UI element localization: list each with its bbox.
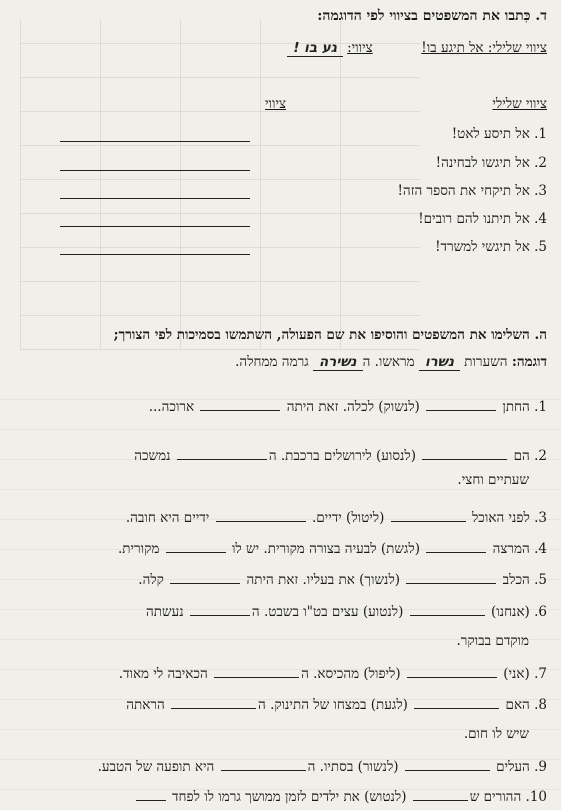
answer-line[interactable] (60, 198, 250, 199)
section-e-example (235, 354, 547, 371)
blank-field[interactable] (405, 758, 490, 771)
section-e-title: ה. השלימו את המשפטים והוסיפו את שם הפעולה, השתמשו בסמיכות לפי הצורך; (113, 327, 547, 343)
blank-field[interactable] (407, 665, 497, 678)
example-answer: נשרו (419, 354, 460, 371)
blank-field[interactable] (190, 603, 250, 616)
blank-field[interactable] (171, 696, 256, 709)
item-number: 2. (534, 448, 547, 464)
item-text: (לנסוע) לירושלים ברכבת. ה (268, 448, 417, 464)
example-answer: נשירה (313, 354, 363, 371)
item-continuation: שיש לו חום. (463, 726, 529, 742)
item-text: (ליטול) ידיים. (311, 510, 385, 526)
section-e-item (138, 571, 547, 588)
section-e-item (146, 603, 547, 620)
item-number: 7. (534, 666, 547, 682)
item-text: (לנשוך) את בעליו. זאת היתה (246, 572, 401, 588)
blank-field[interactable] (406, 571, 496, 584)
item-number: 8. (534, 697, 547, 713)
section-d-item: 2. אל תיגשו לבחינה! (435, 155, 547, 171)
blank-field[interactable] (410, 603, 485, 616)
blank-field[interactable] (426, 398, 496, 411)
section-e-item (126, 509, 547, 526)
item-text: המרצה (492, 541, 530, 557)
blank-field[interactable] (200, 398, 280, 411)
blank-field[interactable] (422, 447, 507, 460)
answer-line[interactable] (60, 170, 250, 171)
example-negative: ציווי שלילי: אל תיגע בו! (421, 40, 547, 56)
item-text: ההורים ש (469, 789, 522, 805)
item-text: לפני האוכל (471, 510, 530, 526)
blank-field[interactable] (413, 788, 468, 801)
section-d-title: ד. כִּתבו את המשפטים בציווי לפי הדוגמה: (317, 8, 547, 24)
item-number: 4. (534, 541, 547, 557)
section-e-item (118, 540, 547, 557)
blank-field[interactable] (166, 540, 226, 553)
blank-field[interactable] (216, 509, 306, 522)
blank-field[interactable] (177, 447, 267, 460)
item-number: 1. (534, 399, 547, 415)
item-text: (לנטוש) את ילדים לזמן ממושך גרמו לו לפחד (172, 789, 407, 805)
example-prefix: דוגמה: (511, 354, 547, 370)
item-text: היא תופעה של הטבע. (97, 759, 215, 775)
example-text: השערות (464, 354, 508, 370)
blank-field[interactable] (136, 788, 166, 801)
blank-field[interactable] (426, 540, 486, 553)
item-text: (לנטוע) עצים בט"ו בשבט. ה (251, 604, 404, 620)
item-text: נעשתה (146, 604, 184, 620)
section-e-item (98, 758, 547, 775)
blank-field[interactable] (414, 696, 499, 709)
section-e-item (119, 665, 547, 682)
item-text: נמשכה (134, 448, 171, 464)
item-text: העלים (496, 759, 530, 775)
example-positive-label: ציווי: (347, 40, 373, 56)
item-text: החתן (502, 399, 530, 415)
item-continuation: מוקדם בבוקר. (456, 633, 529, 649)
blank-field[interactable] (214, 665, 299, 678)
item-continuation: שעתיים וחצי. (457, 472, 529, 488)
answer-line[interactable] (60, 141, 250, 142)
item-text: ארוכה... (148, 399, 195, 415)
item-text: (אנחנו) (490, 604, 530, 620)
item-text: (לנשוק) לכלה. זאת היתה (286, 399, 420, 415)
bleed-through-table (20, 20, 420, 350)
item-number: 5. (534, 572, 547, 588)
item-text: ידיים היא חובה. (125, 510, 210, 526)
section-d-item: 4. אל תיתנו להם רובים! (418, 211, 547, 227)
section-d-item: 1. אל תיסע לאט! (451, 126, 547, 142)
item-text: הם (513, 448, 530, 464)
item-number: 3. (534, 510, 547, 526)
item-text: (לגעת) במצחו של התינוק. ה (258, 697, 408, 713)
item-text: האם (505, 697, 530, 713)
answer-line[interactable] (60, 226, 250, 227)
item-text: קלה. (138, 572, 164, 588)
section-d-item: 5. אל תיגשי למשרד! (435, 239, 547, 255)
example-text: מראשו. ה (362, 354, 415, 370)
section-e-item (134, 447, 547, 464)
example-text: גרמה ממחלה. (235, 354, 309, 370)
blank-field[interactable] (391, 509, 466, 522)
item-text: (אני) (503, 666, 530, 682)
item-text: מקורית. (117, 541, 160, 557)
item-text: (לנשור) בסתיו. ה (307, 759, 399, 775)
blank-field[interactable] (170, 571, 240, 584)
item-text: הכלב (502, 572, 530, 588)
example-positive-answer: גע בו ! (287, 40, 342, 57)
section-e-item (134, 788, 547, 805)
item-text: (לגשת) לבעיה בצורה מקורית. יש לו (231, 541, 420, 557)
section-e-item (126, 696, 547, 713)
item-text: הכאיבה לי מאוד. (118, 666, 208, 682)
answer-line[interactable] (60, 254, 250, 255)
item-number: 10. (525, 789, 547, 805)
item-text: הראתה (126, 697, 165, 713)
section-e-item (149, 398, 547, 415)
item-number: 6. (534, 604, 547, 620)
blank-field[interactable] (221, 758, 306, 771)
column-header-negative: ציווי שלילי (492, 96, 547, 112)
item-number: 9. (534, 759, 547, 775)
column-header-positive: ציווי (265, 96, 287, 112)
section-d-example (287, 40, 547, 57)
section-d-item: 3. אל תיקחי את הספר הזה! (397, 183, 547, 199)
item-text: (ליפול) מהכיסא. ה (301, 666, 401, 682)
